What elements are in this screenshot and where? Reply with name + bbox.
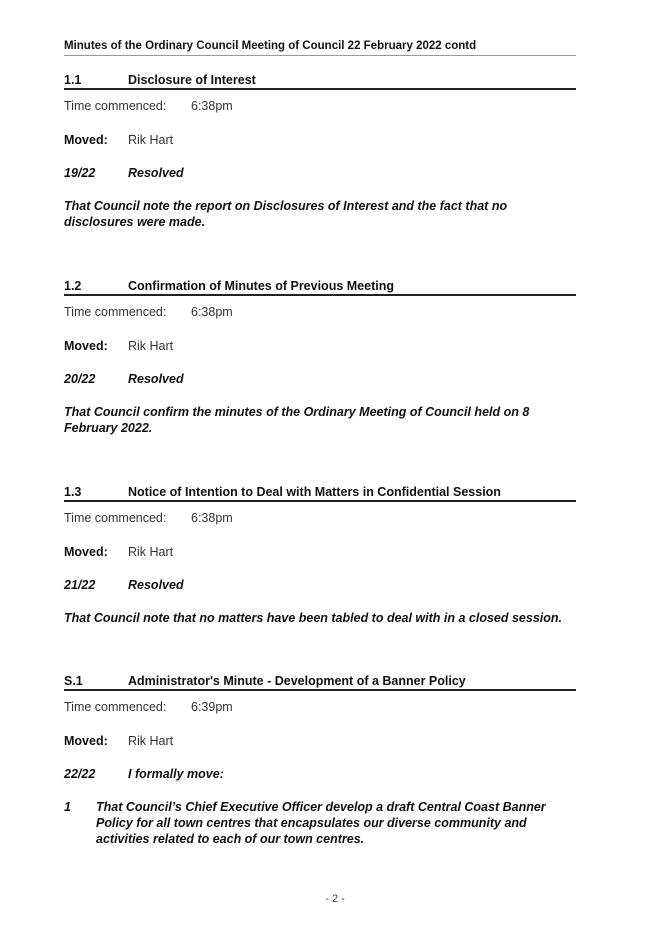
time-value: 6:39pm	[191, 700, 233, 714]
section-heading	[64, 484, 576, 502]
time-value: 6:38pm	[191, 305, 233, 319]
section-title: Disclosure of Interest	[128, 73, 256, 87]
item-number: 1	[64, 800, 71, 814]
section-title: Administrator's Minute - Development of a Banner Policy	[128, 674, 466, 688]
resolution-number: 22/22	[64, 767, 96, 781]
moved-label: Moved:	[64, 133, 108, 147]
moved-value: Rik Hart	[128, 133, 174, 147]
time-value: 6:38pm	[191, 511, 233, 525]
resolution-label: Resolved	[128, 578, 184, 592]
moved-label: Moved:	[64, 734, 108, 748]
section-number: 1.2	[64, 279, 82, 293]
time-value: 6:38pm	[191, 99, 233, 113]
time-label: Time commenced:	[64, 700, 167, 714]
resolution-number: 20/22	[64, 372, 96, 386]
section-s-1	[64, 673, 576, 847]
section-heading	[64, 673, 576, 691]
resolution-text: That Council note that no matters have been tabled to deal with in a closed session.	[64, 611, 563, 625]
page-number: - 2 -	[325, 893, 345, 905]
resolution-text: That Council confirm the minutes of the Ordinary Meeting of Council held on 8 February 2022.	[64, 405, 530, 435]
resolution-label: I formally move:	[128, 767, 224, 781]
time-label: Time commenced:	[64, 99, 167, 113]
section-number: S.1	[64, 674, 83, 688]
resolution-label: Resolved	[128, 166, 184, 180]
section-1-1	[64, 72, 576, 230]
section-1-3	[64, 484, 576, 626]
resolution-text: That Council note the report on Disclosures of Interest and the fact that no disclosures were made.	[64, 199, 508, 229]
resolution-number: 21/22	[64, 578, 96, 592]
moved-value: Rik Hart	[128, 545, 174, 559]
resolution-label: Resolved	[128, 372, 184, 386]
section-heading	[64, 278, 576, 296]
section-1-2	[64, 278, 576, 436]
moved-value: Rik Hart	[128, 339, 174, 353]
section-number: 1.1	[64, 73, 82, 87]
item-text: That Council’s Chief Executive Officer develop a draft Central Coast Banner Policy for all town centres that encapsulates our diverse community and activities related to each of our town centres.	[96, 800, 546, 846]
resolution-number: 19/22	[64, 166, 96, 180]
moved-label: Moved:	[64, 545, 108, 559]
motion-item	[64, 799, 576, 847]
section-number: 1.3	[64, 485, 82, 499]
moved-value: Rik Hart	[128, 734, 174, 748]
section-title: Notice of Intention to Deal with Matters in Confidential Session	[128, 485, 501, 499]
time-label: Time commenced:	[64, 511, 167, 525]
section-title: Confirmation of Minutes of Previous Meeting	[128, 279, 394, 293]
section-heading	[64, 72, 576, 90]
running-header: Minutes of the Ordinary Council Meeting of Council 22 February 2022 contd	[64, 40, 576, 56]
moved-label: Moved:	[64, 339, 108, 353]
time-label: Time commenced:	[64, 305, 167, 319]
